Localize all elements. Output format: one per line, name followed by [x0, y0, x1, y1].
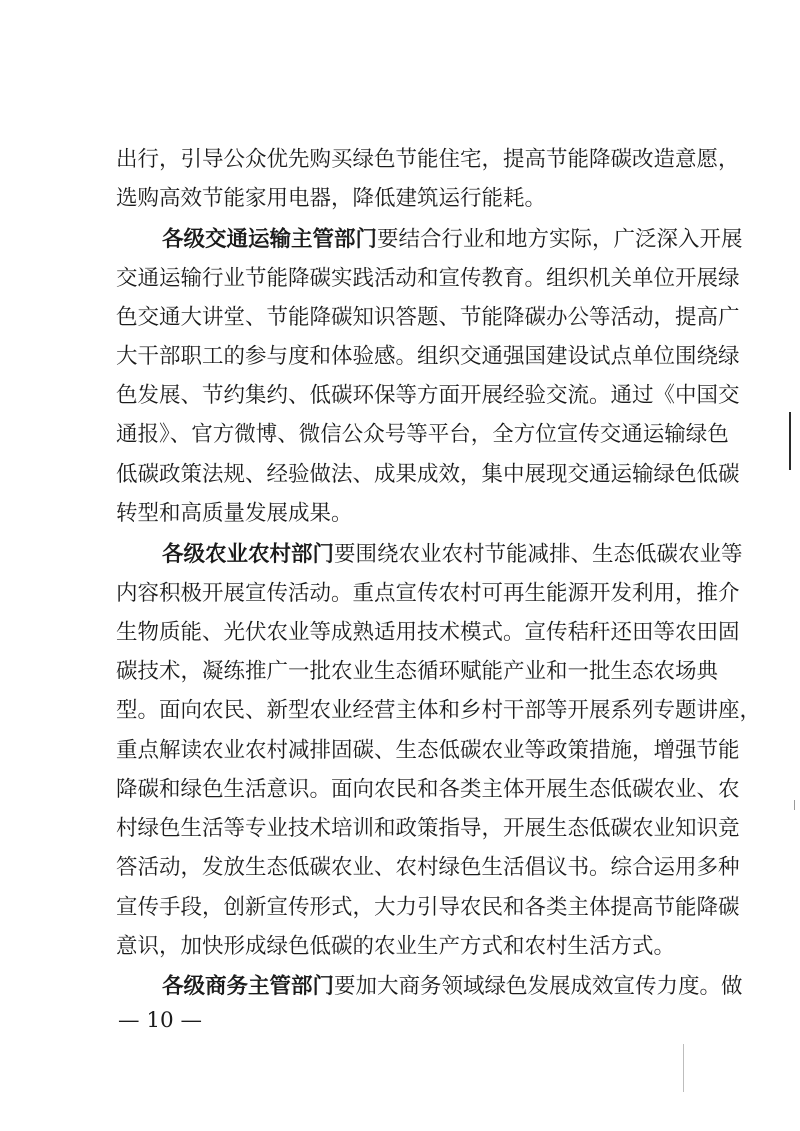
text-line: 重点解读农业农村减排固碳、生态低碳农业等政策措施，增强节能	[116, 738, 740, 763]
text-line: 通报》、官方微博、微信公众号等平台，全方位宣传交通运输绿色	[116, 422, 729, 447]
text-line: 内容积极开展宣传活动。重点宣传农村可再生能源开发利用，推介	[116, 581, 740, 606]
text-line: 宣传手段，创新宣传形式，大力引导农民和各类主体提高节能降碳	[116, 895, 740, 920]
text-line: 型。面向农民、新型农业经营主体和乡村干部等开展系列专题讲座，	[116, 698, 762, 723]
text-line: 碳技术，凝练推广一批农业生态循环赋能产业和一批生态农场典	[116, 659, 719, 684]
scan-edge-mark	[683, 1044, 684, 1092]
text-line: 交通运输行业节能降碳实践活动和宣传教育。组织机关单位开展绿	[116, 266, 740, 291]
scan-edge-mark	[794, 800, 795, 810]
text-span: 要加大商务领域绿色发展成效宣传力度。做	[334, 974, 743, 999]
text-line: 意识，加快形成绿色低碳的农业生产方式和农村生活方式。	[116, 934, 676, 959]
text-line: 答活动，发放生态低碳农业、农村绿色生活倡议书。综合运用多种	[116, 855, 740, 880]
text-line: 生物质能、光伏农业等成熟适用技术模式。宣传秸秆还田等农田固	[116, 620, 740, 645]
page-number: — 10 —	[118, 1008, 203, 1033]
text-line: 选购高效节能家用电器，降低建筑运行能耗。	[116, 186, 547, 211]
text-line: 转型和高质量发展成果。	[116, 501, 353, 526]
text-span: 要围绕农业农村节能减排、生态低碳农业等	[334, 542, 743, 567]
text-line	[162, 225, 743, 255]
text-line: 色交通大讲堂、节能降碳知识答题、节能降碳办公等活动，提高广	[116, 305, 740, 330]
paragraph-lead: 各级交通运输主管部门	[162, 227, 378, 252]
text-line: 村绿色生活等专业技术培训和政策指导，开展生态低碳农业知识竞	[116, 816, 740, 841]
text-line	[162, 972, 743, 1002]
text-line: 低碳政策法规、经验做法、成果成效，集中展现交通运输绿色低碳	[116, 462, 740, 487]
text-line	[162, 540, 743, 570]
scan-edge-mark	[789, 412, 791, 470]
text-line: 出行，引导公众优先购买绿色节能住宅，提高节能降碳改造意愿，	[116, 147, 740, 172]
text-line: 降碳和绿色生活意识。面向农民和各类主体开展生态低碳农业、农	[116, 777, 740, 802]
text-span: 要结合行业和地方实际，广泛深入开展	[377, 227, 743, 252]
text-line: 色发展、节约集约、低碳环保等方面开展经验交流。通过《中国交	[116, 383, 740, 408]
paragraph-lead: 各级农业农村部门	[162, 542, 335, 567]
paragraph-lead: 各级商务主管部门	[162, 974, 335, 999]
text-line: 大干部职工的参与度和体验感。组织交通强国建设试点单位围绕绿	[116, 344, 740, 369]
